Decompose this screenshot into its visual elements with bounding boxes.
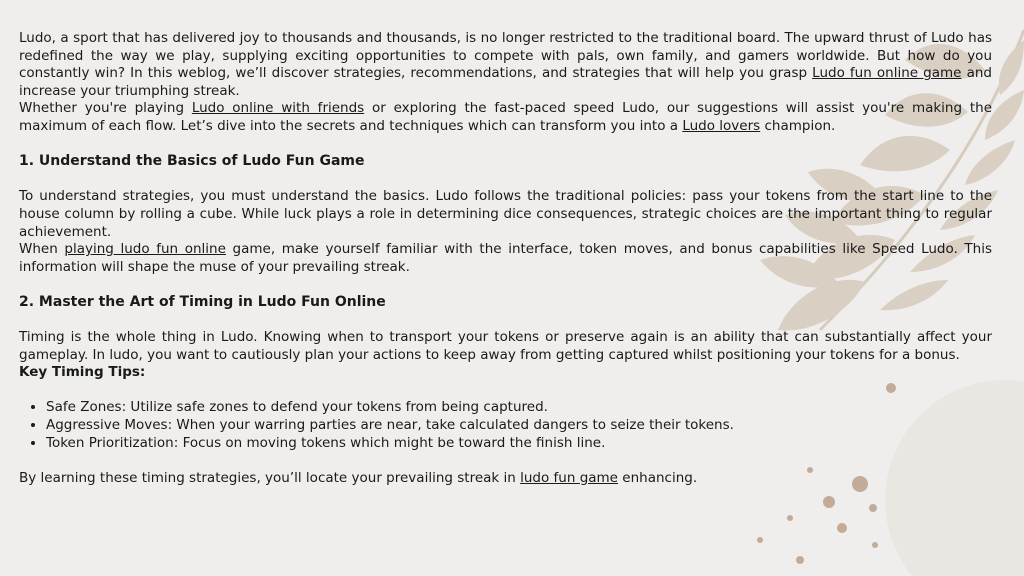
ludo-fun-online-game-link[interactable]: Ludo fun online game (812, 65, 962, 82)
ludo-lovers-link[interactable]: Ludo lovers (682, 117, 761, 134)
section1-p2-text: When (19, 241, 65, 258)
tips-list (19, 399, 992, 452)
article-content (19, 30, 992, 487)
section1-paragraph: To understand strategies, you must understand the basics. Ludo follows the traditional policies: pass your tokens from the start line to the house column by rolling a cube. While luck plays a role in determining dice consequences, strategic choices are the important thing to regular achievement. (19, 188, 992, 240)
section2-heading: 2. Master the Art of Timing in Ludo Fun Online (19, 293, 386, 310)
section1-heading: 1. Understand the Basics of Ludo Fun Game (19, 153, 365, 170)
intro-paragraph-2 (19, 100, 992, 135)
intro-text-tail: and increase your triumphing streak. (19, 65, 992, 99)
intro2-text: Whether you're playing (19, 100, 192, 117)
list-item: • Aggressive Moves: When your warring parties are near, take calculated dangers to seize their tokens. (46, 417, 992, 435)
closing-paragraph (19, 470, 992, 488)
section1-p2-tail: game, make yourself familiar with the interface, token moves, and bonus capabilities like Speed Ludo. This information will shape the muse of your prevailing streak. (19, 241, 993, 275)
closing-text: By learning these timing strategies, you’ll locate your prevailing streak in (19, 469, 521, 486)
intro2-text-tail: champion. (760, 117, 836, 134)
section2-paragraph: Timing is the whole thing in Ludo. Knowing when to transport your tokens or preserve again is an ability that can substantially affect your gameplay. In ludo, you want to cautiously plan your actions to keep away from getting captured whilst positioning your tokens for a bonus. (19, 329, 992, 363)
ludo-online-with-friends-link[interactable]: Ludo online with friends (191, 100, 365, 117)
list-item: • Token Prioritization: Focus on moving tokens which might be toward the finish line. (46, 435, 992, 453)
intro-paragraph (19, 30, 992, 100)
intro2-text-mid: or exploring the fast-paced speed Ludo, our suggestions will assist you're making the maximum of each flow. Let’s dive into the secrets and techniques which can transform you into a (19, 100, 993, 134)
playing-ludo-fun-online-link[interactable]: playing ludo fun online (64, 241, 226, 258)
ludo-fun-game-link[interactable]: ludo fun game (520, 469, 618, 486)
closing-text-tail: enhancing. (618, 469, 698, 486)
list-item: • Safe Zones: Utilize safe zones to defend your tokens from being captured. (46, 399, 992, 417)
section1-paragraph-2 (19, 241, 992, 276)
key-timing-tips-heading: Key Timing Tips: (19, 364, 146, 381)
intro-text: Ludo, a sport that has delivered joy to thousands and thousands, is no longer restricted to the traditional board. The upward thrust of Ludo has redefined the way we play, supplying exciting opportunities to compete with pals, own family, and gamers worldwide. But how do you constantly win? In this weblog, we’ll discover strategies, recommendations, and strategies that will help you grasp (19, 30, 992, 82)
